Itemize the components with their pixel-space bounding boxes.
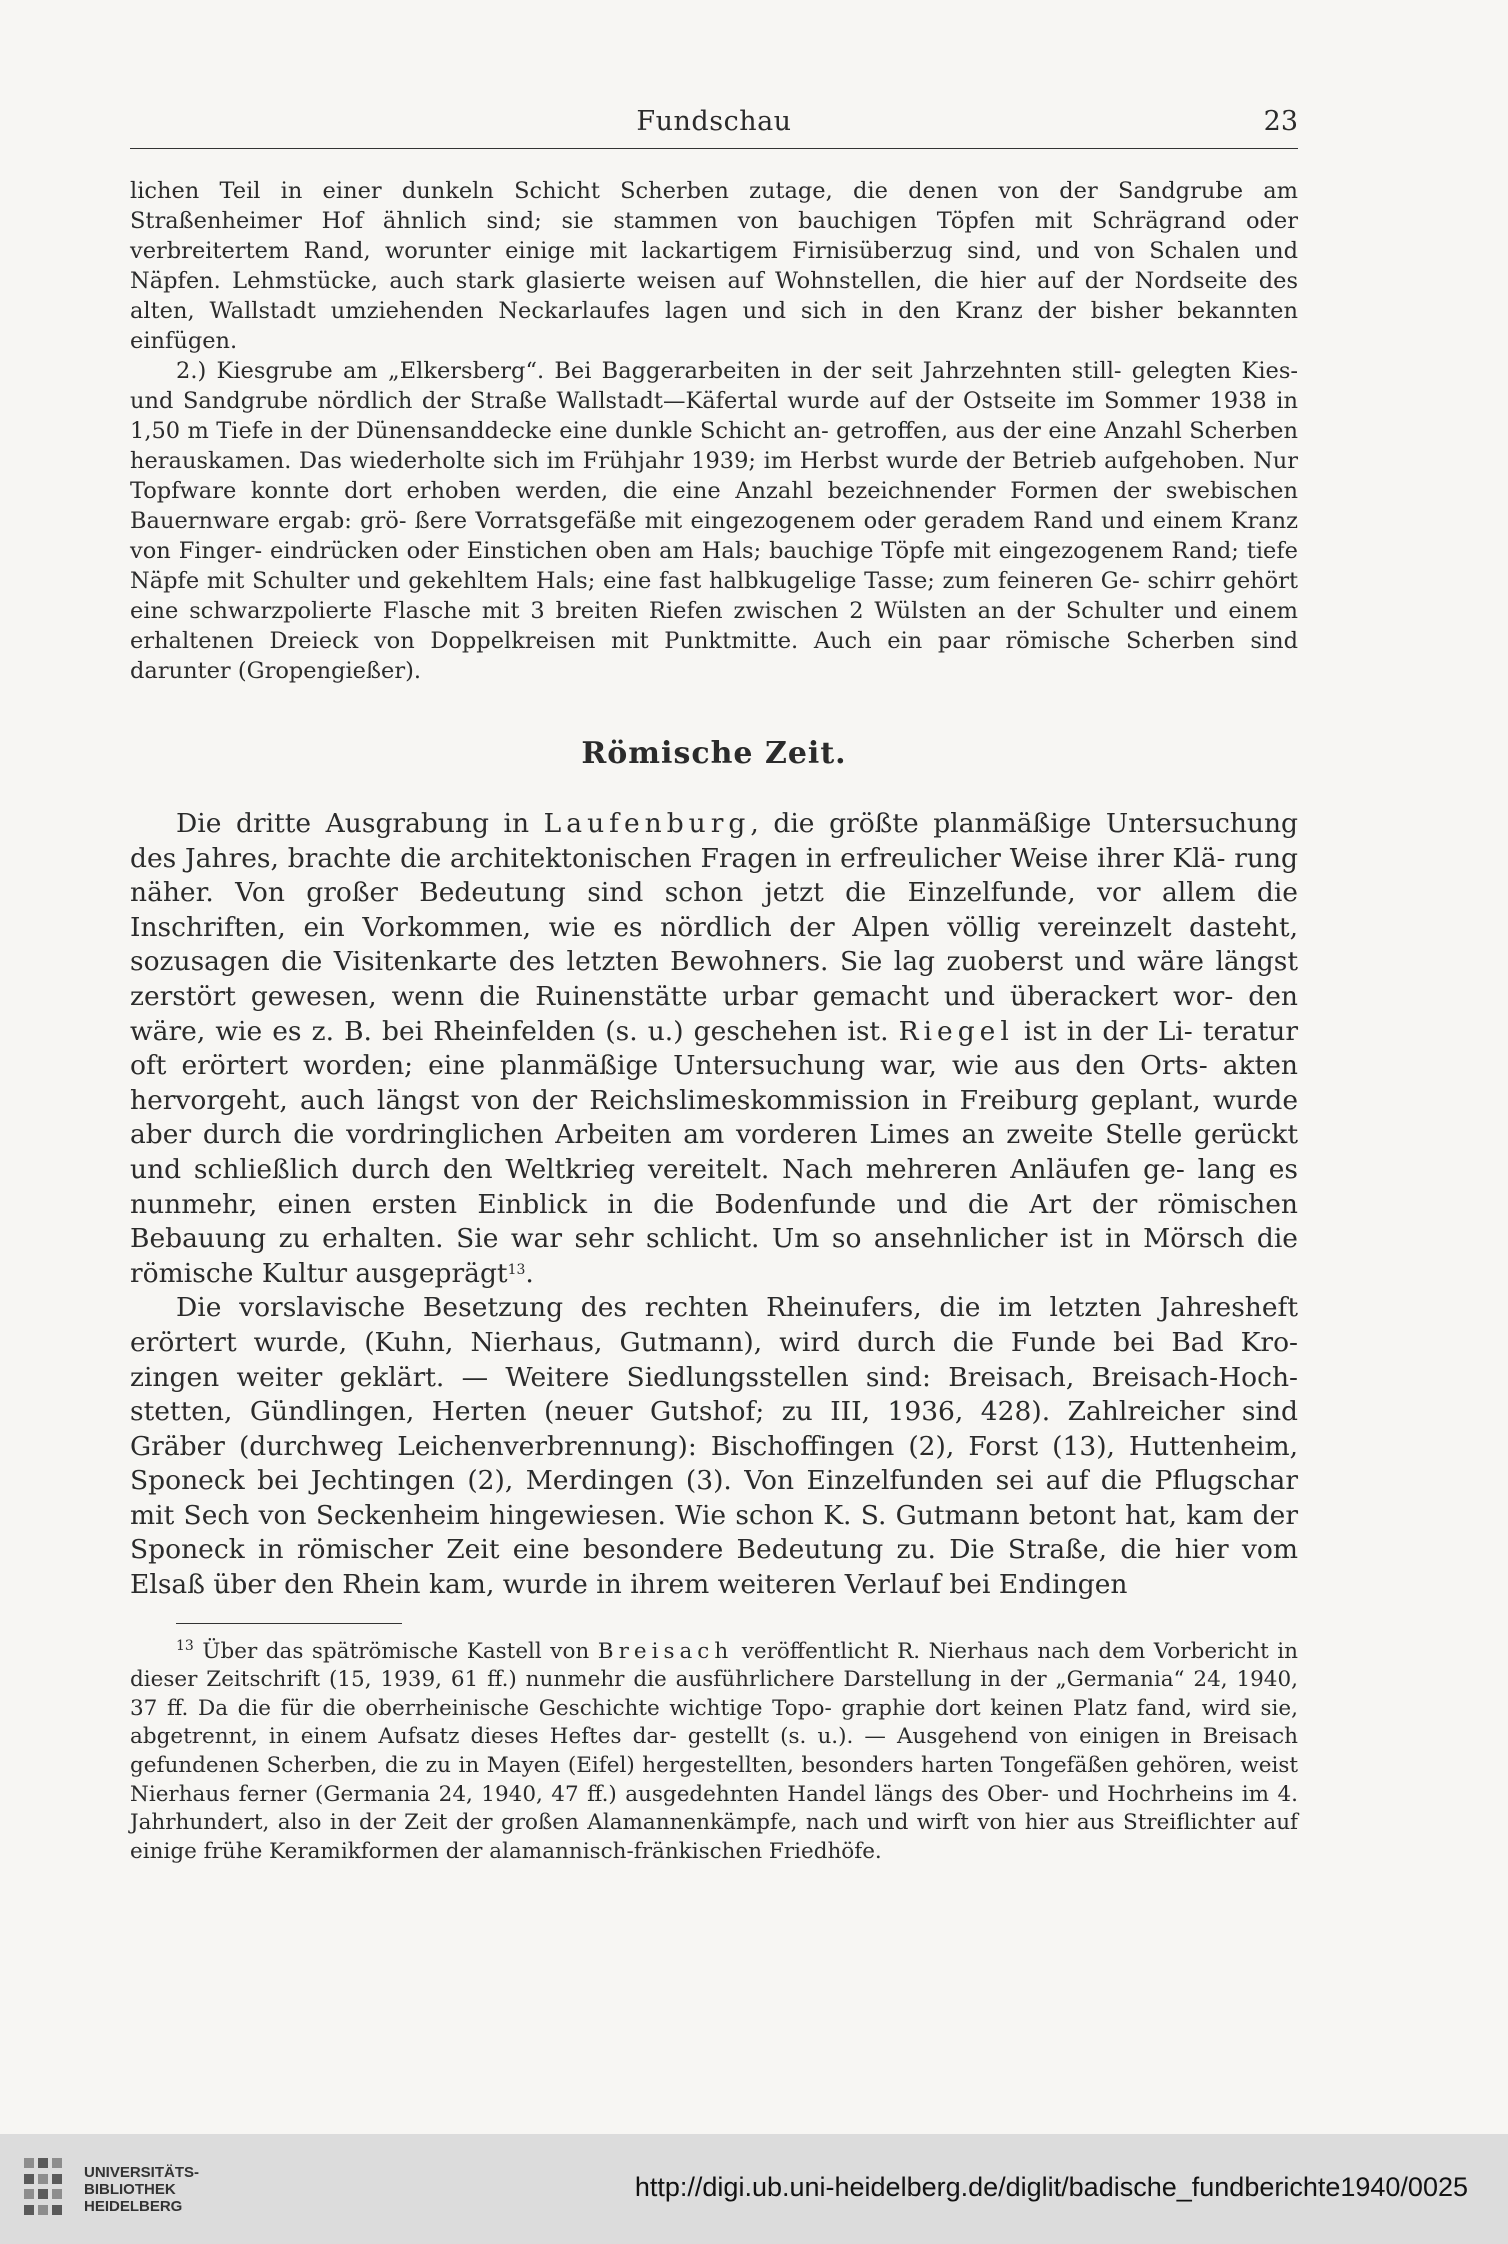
library-logo-icon: [24, 2158, 72, 2216]
text-run: , die größte planmäßige Untersuchung des Jahres, brachte die architektonischen Fragen in erfreulicher Weise ihrer Klä- rung näher. Von großer Bedeutung sind schon jetzt die Einzelfunde, vor allem die Inschriften, ein Vorkommen, wie es nördlich der Alpen völlig vereinzelt dasteht, sozusagen die Visitenkarte des letzten Bewohners. Sie lag zuoberst und wäre längst zerstört gewesen, wenn die Ruinenstätte urbar gemacht und überackert wor- den wäre, wie es z. B. bei Rheinfelden (s. u.) geschehen ist.: [130, 808, 1298, 1047]
library-name-line: HEIDELBERG: [84, 2198, 183, 2215]
footnote-number: 13: [176, 1637, 194, 1654]
running-head: Fundschau: [636, 106, 792, 137]
page-number: 23: [1263, 106, 1298, 137]
section-heading: Römische Zeit.: [581, 736, 847, 771]
footnote-divider: [176, 1623, 402, 1624]
library-name-line: BIBLIOTHEK: [84, 2181, 176, 2198]
viewer-footer: [0, 2134, 1508, 2244]
text-run: veröffentlicht R. Nierhaus nach dem Vorbericht in dieser Zeitschrift (15, 1939, 61 ff.) nunmehr die ausführlichere Darstellung in der „Germania“ 24, 1940, 37 ff. Da die für die oberrheinische Geschichte wichtige Topo- graphie dort keinen Platz fand, wird sie, abgetrennt, in einem Aufsatz dieses Heftes dar- gestellt (s. u.). — Ausgehend von einigen in Breisach gefundenen Scherben, die zu in Mayen (Eifel) hergestellten, besonders harten Tongefäßen gehören, weist Nierhaus ferner (Germania 24, 1940, 47 ff.) ausgedehnten Handel längs des Ober- und Hochrheins im 4. Jahrhundert, also in der Zeit der großen Alamannenkämpfe, nach und wirft von hier aus Streiflichter auf einige frühe Keramikformen der alamannisch-fränkischen Friedhöfe.: [130, 1638, 1298, 1864]
place-name-spaced: Breisach: [597, 1638, 734, 1664]
text-run: Die dritte Ausgrabung in: [176, 808, 544, 839]
library-name-line: UNIVERSITÄTS-: [84, 2164, 200, 2181]
paragraph-continued: lichen Teil in einer dunkeln Schicht Scherben zutage, die denen von der Sandgrube am Straßenheimer Hof ähnlich sind; sie stammen von bauchigen Töpfen mit Schrägrand oder verbreitertem Rand, worunter einige mit lackartigem Firnisüberzug sind, und von Schalen und Näpfen. Lehmstücke, auch stark glasierte weisen auf Wohnstellen, die hier auf der Nordseite des alten, Wallstadt umziehenden Neckarlaufes lagen und sich in den Kranz der bisher bekannten einfügen.: [130, 178, 1298, 354]
text-run: .: [525, 1257, 534, 1289]
text-block: [130, 176, 1298, 1866]
footnote: [130, 1638, 1298, 1867]
roman-section: [130, 807, 1298, 1603]
paragraph-laufenburg: [130, 807, 1298, 1291]
source-url-link[interactable]: http://digi.ub.uni-heidelberg.de/diglit/badische_fundberichte1940/0025: [634, 2172, 1468, 2202]
continued-section: [130, 176, 1298, 686]
library-name: [84, 2164, 199, 2215]
paragraph-rheinufer: [130, 1291, 1298, 1602]
place-name-spaced: Laufenburg: [543, 808, 751, 839]
page-header: [130, 100, 1298, 149]
footnote-text: [130, 1638, 1298, 1867]
text-run: Über das spätrömische Kastell von: [193, 1638, 598, 1664]
footnote-reference: 13: [507, 1261, 526, 1278]
text-run: Die vorslavische Besetzung des rechten Rheinufers, die im letzten Jahresheft erörtert wurde, (Kuhn, Nierhaus, Gutmann), wird durch die Funde bei Bad Kro- zingen weiter geklärt. — Weitere Siedlungsstellen sind: Breisach, Breisach-Hoch- stetten, Gündlingen, Herten (neuer Gutshof; zu III, 1936, 428). Zahlreicher sind Gräber (durchweg Leichenverbrennung): Bischoffingen (2), Forst (13), Huttenheim, Sponeck bei Jechtingen (2), Merdingen (3). Von Einzelfunden sei auf die Pflugschar mit Sech von Seckenheim hingewiesen. Wie schon K. S. Gutmann betont hat, kam der Sponeck in römischer Zeit eine besondere Bedeutung zu. Die Straße, die hier vom Elsaß über den Rhein kam, wurde in ihrem weiteren Verlauf bei Endingen: [130, 1292, 1298, 1601]
paragraph-elkersberg: 2.) Kiesgrube am „Elkersberg“. Bei Baggerarbeiten in der seit Jahrzehnten still- gelegten Kies- und Sandgrube nördlich der Straße Wallstadt—Käfertal wurde auf der Ostseite im Sommer 1938 in 1,50 m Tiefe in der Dünensanddecke eine dunkle Schicht an- getroffen, aus der eine Anzahl Scherben herauskamen. Das wiederholte sich im Frühjahr 1939; im Herbst wurde der Betrieb aufgehoben. Nur Topfware konnte dort erhoben werden, die eine Anzahl bezeichnender Formen der swebischen Bauernware ergab: grö- ßere Vorratsgefäße mit eingezogenem oder geradem Rand und einem Kranz von Finger- eindrücken oder Einstichen oben am Hals; bauchige Töpfe mit eingezogenem Rand; tiefe Näpfe mit Schulter und gekehltem Hals; eine fast halbkugelige Tasse; zum feineren Ge- schirr gehört eine schwarzpolierte Flasche mit 3 breiten Riefen zwischen 2 Wülsten an der Schulter und einem erhaltenen Dreieck von Doppelkreisen mit Punktmitte. Auch ein paar römische Scherben sind darunter (Gropengießer).: [130, 358, 1298, 684]
place-name-spaced: Riegel: [898, 1015, 1014, 1047]
text-run: ist in der Li- teratur oft erörtert worden; eine planmäßige Untersuchung war, wie aus den Orts- akten hervorgeht, auch längst von der Reichslimeskommission in Freiburg geplant, wurde aber durch die vordringlichen Arbeiten am vorderen Limes an zweite Stelle gerückt und schließlich durch den Weltkrieg vereitelt. Nach mehreren Anläufen ge- lang es nunmehr, einen ersten Einblick in die Bodenfunde und die Art der römischen Bebauung zu erhalten. Sie war sehr schlicht. Um so ansehnlicher ist in Mörsch die römische Kultur ausgeprägt: [130, 1015, 1298, 1289]
